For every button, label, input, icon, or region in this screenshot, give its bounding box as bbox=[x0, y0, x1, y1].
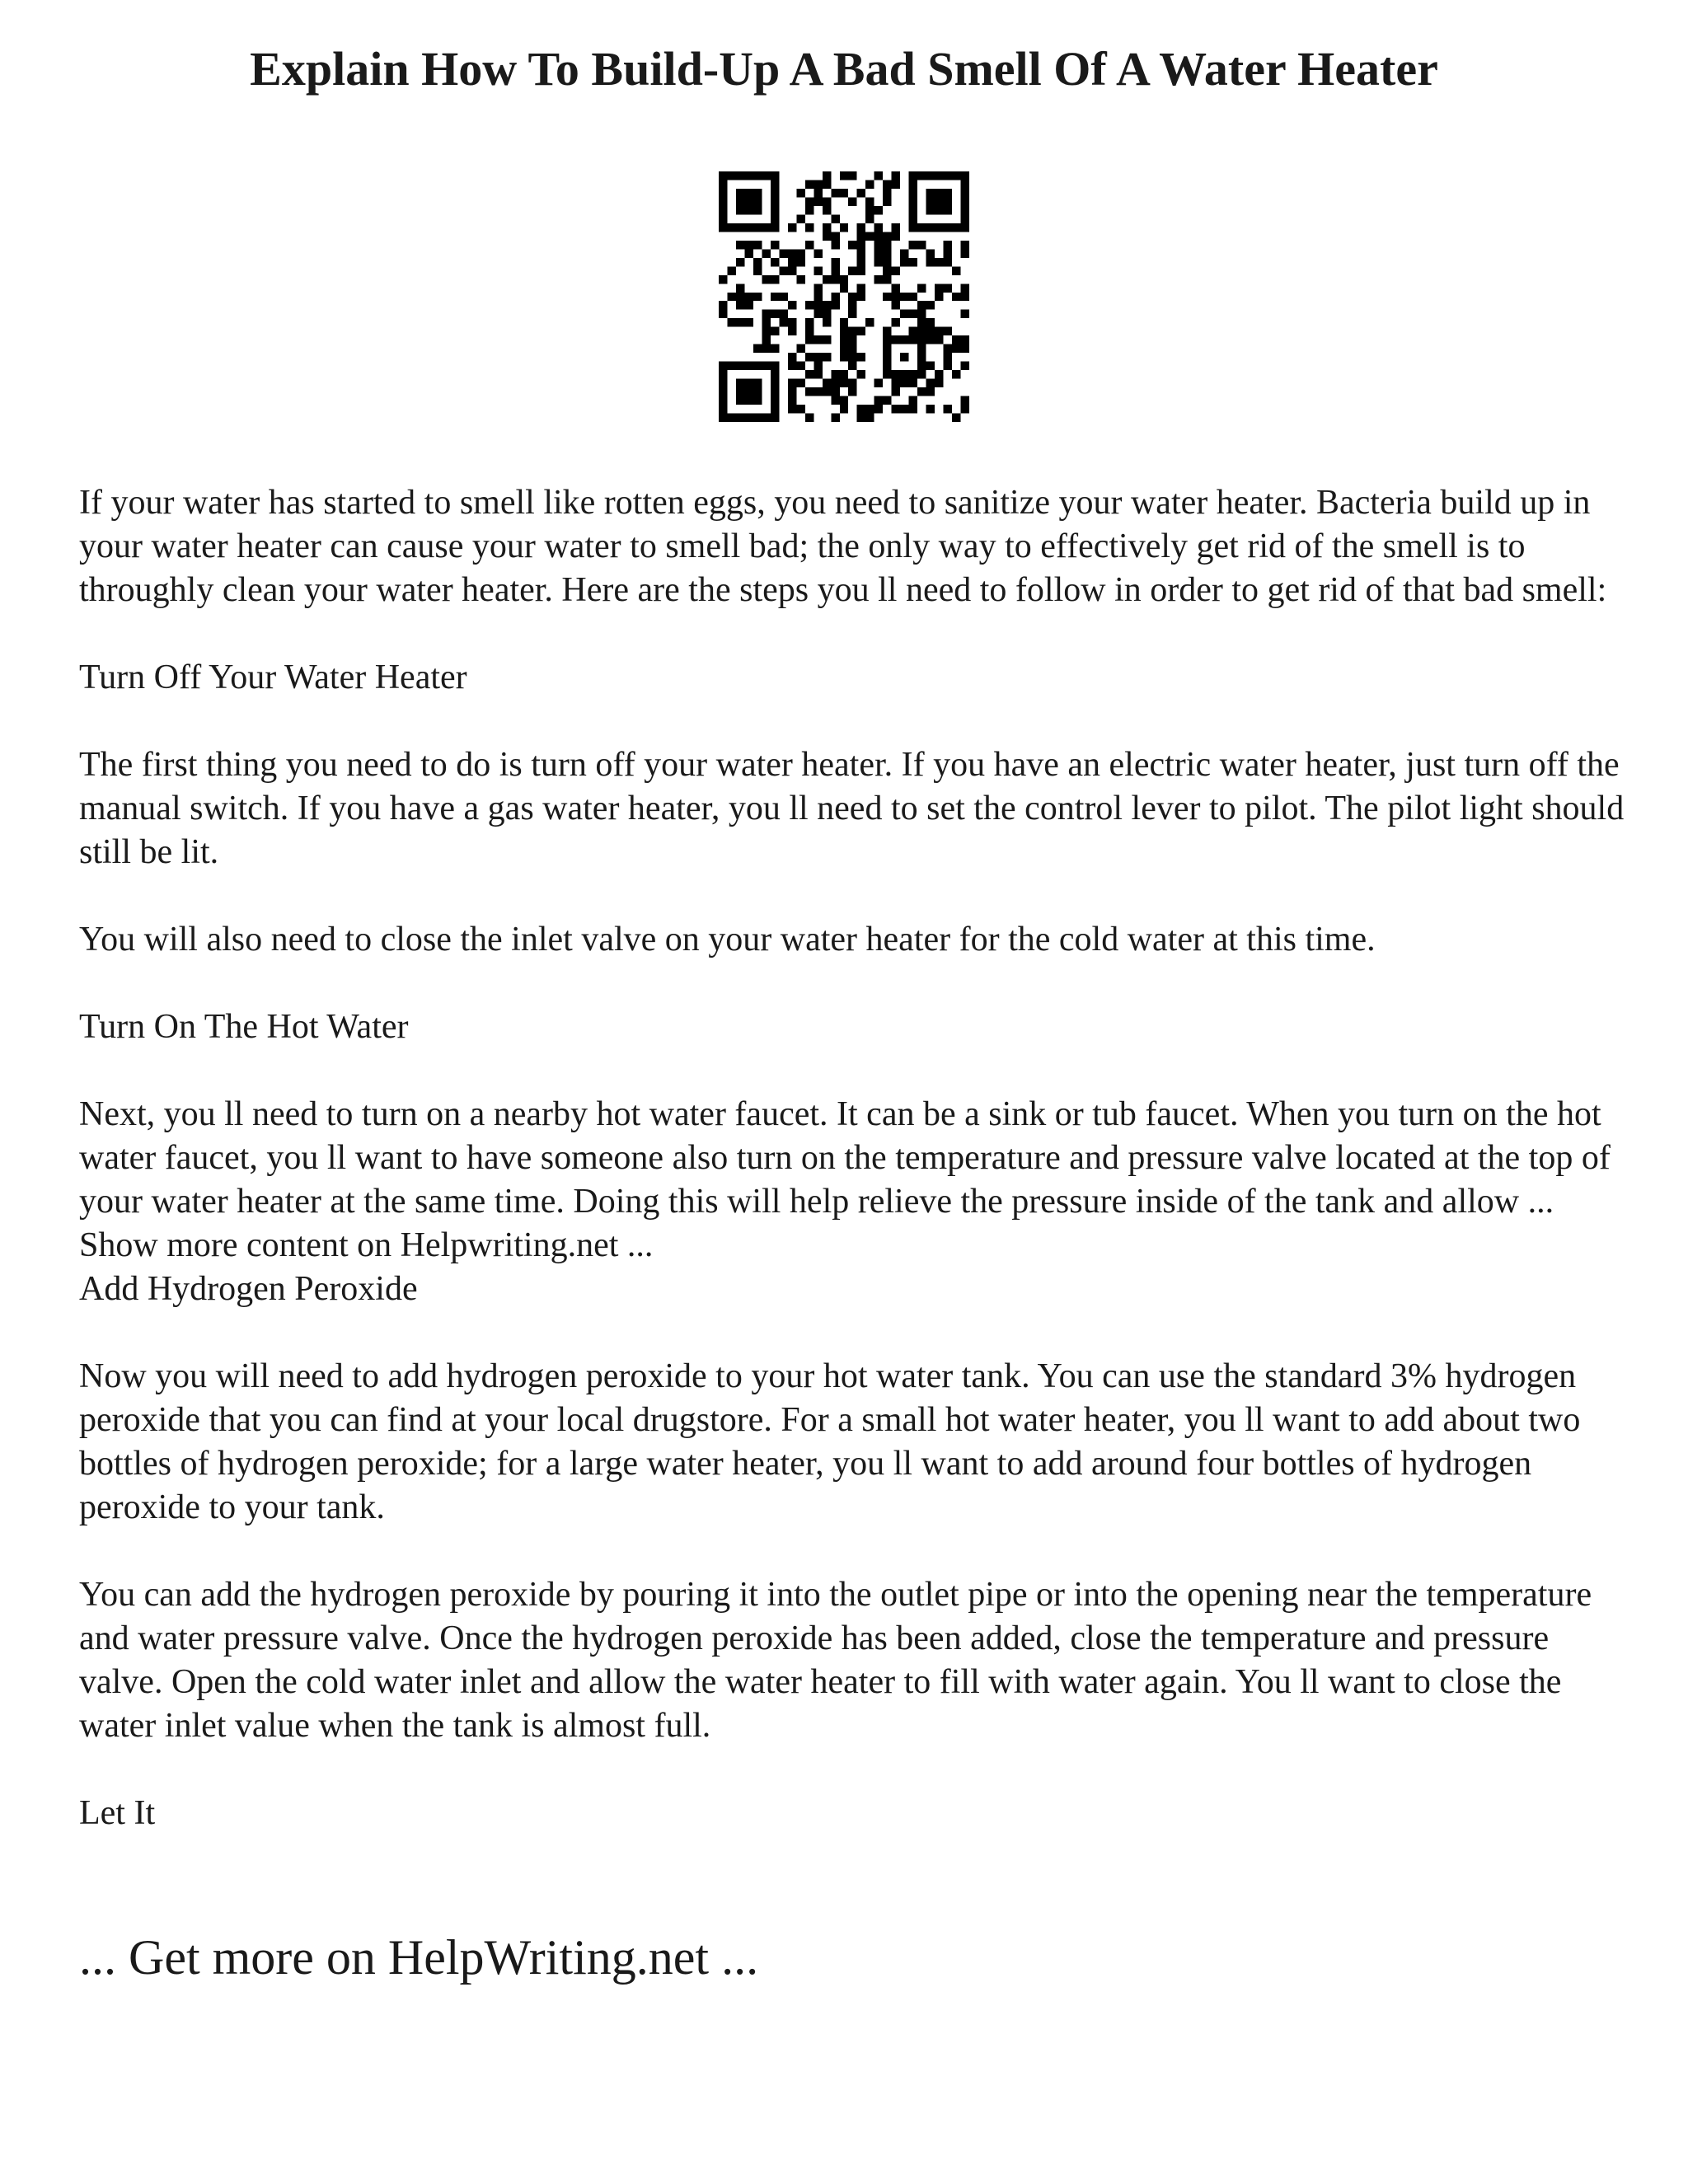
section-heading-hot-water: Turn On The Hot Water bbox=[79, 1008, 409, 1046]
paragraph-peroxide-amount: Now you will need to add hydrogen peroxide to your hot water tank. You can use the standard 3% hydrogen peroxide that you can find at your local drugstore. For a small hot water heater, you ll want to add about two bottles of hydrogen peroxide; for a large water heater, you ll want to add around four bottles of hydrogen peroxide to your tank. bbox=[79, 1357, 1581, 1526]
get-more-link[interactable]: ... Get more on HelpWriting.net ... bbox=[79, 1930, 759, 1985]
paragraph-inlet-valve: You will also need to close the inlet valve on your water heater for the cold water at this time. bbox=[79, 921, 1376, 958]
section-heading-peroxide: Add Hydrogen Peroxide bbox=[79, 1270, 418, 1308]
paragraph-hot-water: Next, you ll need to turn on a nearby hot water faucet. It can be a sink or tub faucet. When you turn on the hot water faucet, you ll want to have someone also turn on the temperature and pressure valve located at the top of your water heater at the same time. Doing this will help relieve the pressure inside of the tank and allow ... Show more content on Helpwriting.net ... bbox=[79, 1095, 1611, 1264]
qr-code-icon bbox=[719, 171, 969, 422]
paragraph-peroxide-pouring: You can add the hydrogen peroxide by pouring it into the outlet pipe or into the opening near the temperature and water pressure valve. Once the hydrogen peroxide has been added, close the temperature and pressure valve. Open the cold water inlet and allow the water heater to fill with water again. You ll want to close the water inlet value when the tank is almost full. bbox=[79, 1576, 1592, 1745]
page-title: Explain How To Build-Up A Bad Smell Of A Water Heater bbox=[250, 42, 1438, 96]
article-body bbox=[79, 481, 1629, 1879]
intro-paragraph: If your water has started to smell like rotten eggs, you need to sanitize your water heater. Bacteria build up in your water heater can cause your water to smell bad; the only way to effectively get rid of the smell is to throughly clean your water heater. Here are the steps you ll need to follow in order to get rid of that bad smell: bbox=[79, 484, 1607, 609]
section-heading-let-it: Let It bbox=[79, 1794, 156, 1832]
paragraph-turn-off: The first thing you need to do is turn off your water heater. If you have an electric water heater, just turn off the manual switch. If you have a gas water heater, you ll need to set the control lever to pilot. The pilot light should still be lit. bbox=[79, 746, 1625, 871]
section-heading-turn-off: Turn Off Your Water Heater bbox=[79, 658, 467, 696]
